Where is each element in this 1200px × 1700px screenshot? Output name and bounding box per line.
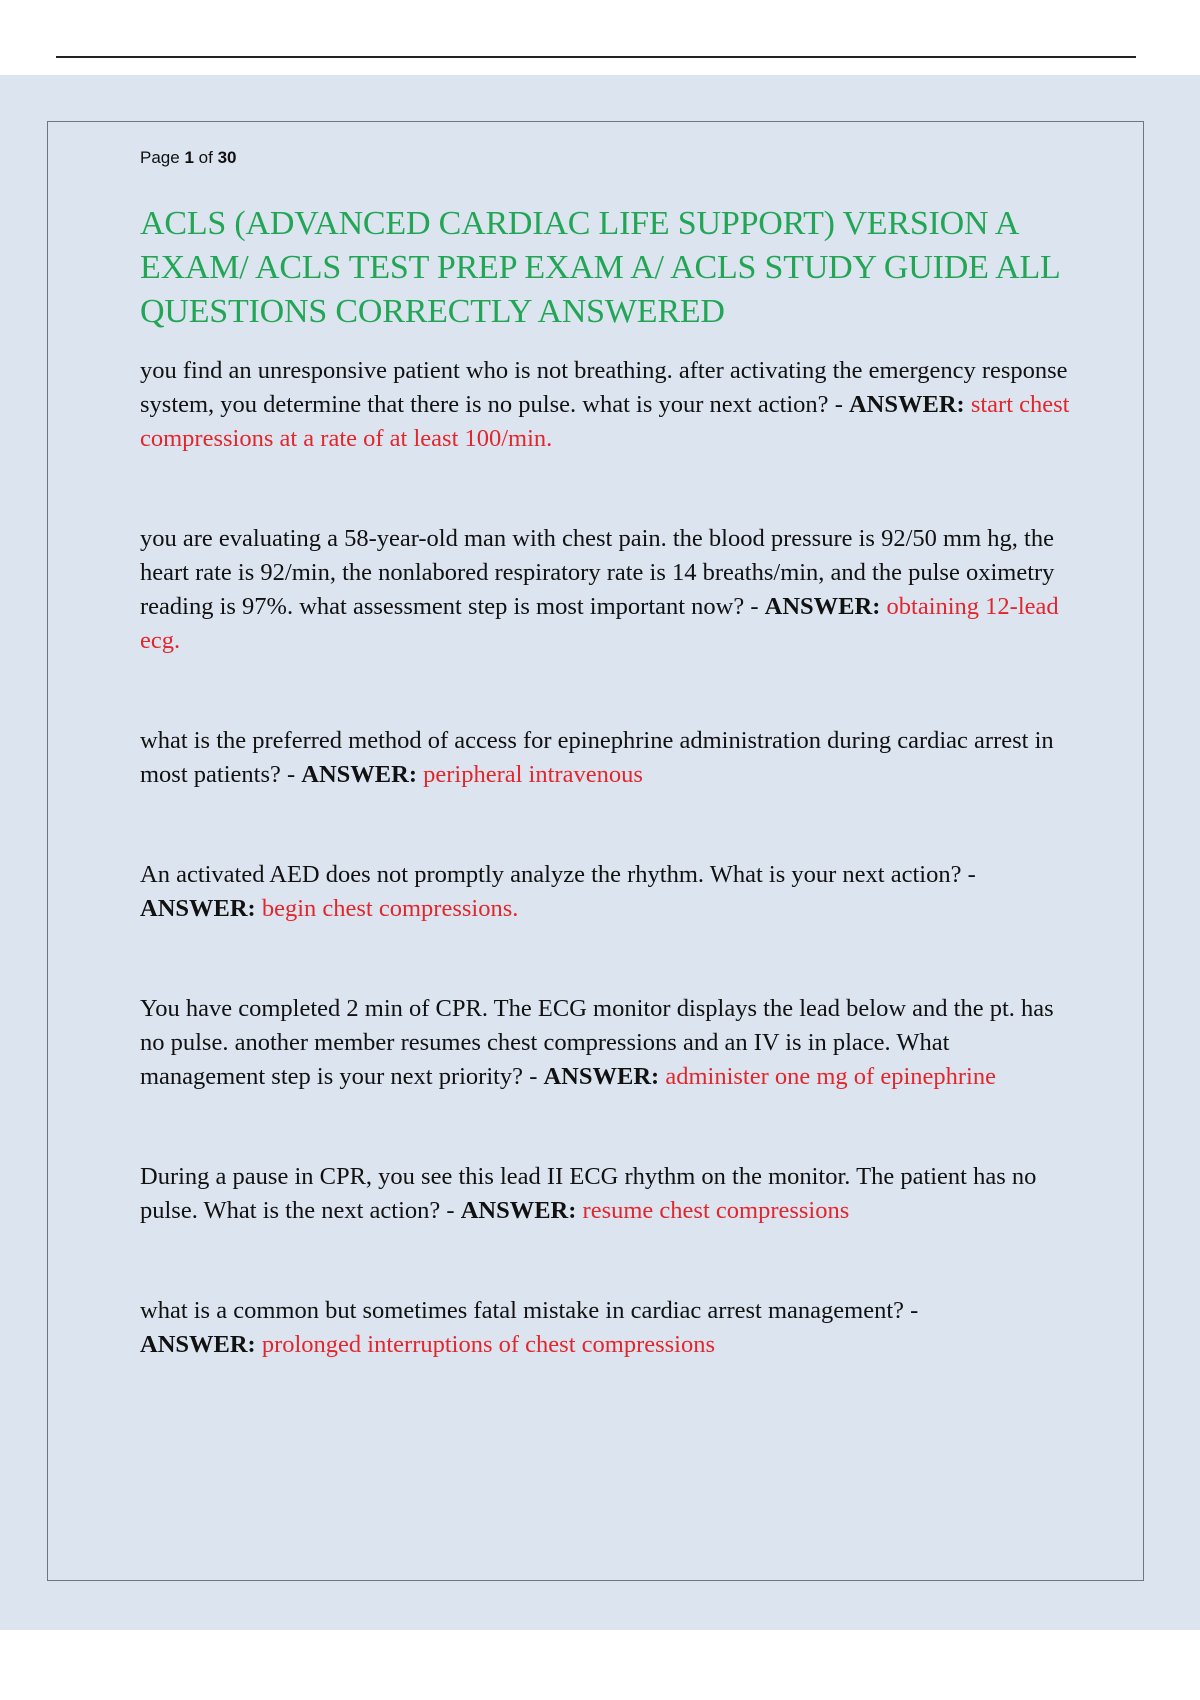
qa-separator: - — [828, 391, 849, 418]
header-rule — [56, 56, 1136, 58]
answer-text: resume chest compressions — [582, 1197, 850, 1224]
qa-separator: - — [744, 593, 765, 620]
question-text: You have completed 2 min of CPR. The ECG monitor displays the lead below and the pt. has no pulse. another member resumes chest compressions and an IV is in place. What management step is your next priority? — [140, 995, 1054, 1090]
answer-label: ANSWER: — [543, 1063, 660, 1090]
question-text: what is the preferred method of access for epinephrine administration during cardiac arrest in most patients? — [140, 727, 1054, 788]
qa-item — [140, 354, 1070, 456]
answer-label: ANSWER: — [301, 761, 417, 788]
qa-item — [140, 1294, 1070, 1362]
answer-label: ANSWER: — [460, 1197, 577, 1224]
page-number — [140, 148, 1070, 168]
answer-text: start chest compressions at a rate of at least 100/min. — [140, 391, 1070, 452]
qa-item — [140, 1160, 1070, 1228]
qa-item — [140, 858, 1070, 926]
page-total: 30 — [217, 148, 237, 167]
answer-label: ANSWER: — [140, 895, 256, 922]
qa-separator: - — [961, 861, 976, 888]
answer-text: begin chest compressions. — [261, 895, 519, 922]
question-text: what is a common but sometimes fatal mistake in cardiac arrest management? — [140, 1297, 904, 1324]
question-text: An activated AED does not promptly analyze the rhythm. What is your next action? — [140, 861, 962, 888]
page-of: of — [198, 148, 213, 167]
page-current: 1 — [184, 148, 194, 167]
qa-item — [140, 522, 1070, 658]
question-text: you are evaluating a 58-year-old man with chest pain. the blood pressure is 92/50 mm hg, the heart rate is 92/min, the nonlabored respiratory rate is 14 breaths/min, and the pulse oximetry reading is 97%. what assessment step is most important now? — [140, 525, 1055, 620]
qa-separator: - — [523, 1063, 544, 1090]
page-content — [140, 148, 1070, 1428]
qa-list — [140, 354, 1070, 1362]
answer-text: prolonged interruptions of chest compressions — [261, 1331, 716, 1358]
answer-text: administer one mg of epinephrine — [665, 1063, 996, 1090]
question-text: During a pause in CPR, you see this lead II ECG rhythm on the monitor. The patient has no pulse. What is the next action? — [140, 1163, 1037, 1224]
question-text: you find an unresponsive patient who is not breathing. after activating the emergency response system, you determine that there is no pulse. what is your next action? — [140, 357, 1068, 418]
qa-separator: - — [280, 761, 302, 788]
qa-separator: - — [440, 1197, 461, 1224]
answer-label: ANSWER: — [764, 593, 881, 620]
qa-item — [140, 992, 1070, 1094]
page-label: Page — [140, 148, 180, 167]
answer-text: obtaining 12-lead ecg. — [140, 593, 1059, 654]
answer-text: peripheral intravenous — [423, 761, 643, 788]
answer-label: ANSWER: — [140, 1331, 256, 1358]
qa-separator: - — [904, 1297, 919, 1324]
qa-item — [140, 724, 1070, 792]
document-title: ACLS (ADVANCED CARDIAC LIFE SUPPORT) VERSION A EXAM/ ACLS TEST PREP EXAM A/ ACLS STUDY GUIDE ALL QUESTIONS CORRECTLY ANSWERED — [140, 205, 1060, 330]
answer-label: ANSWER: — [848, 391, 965, 418]
